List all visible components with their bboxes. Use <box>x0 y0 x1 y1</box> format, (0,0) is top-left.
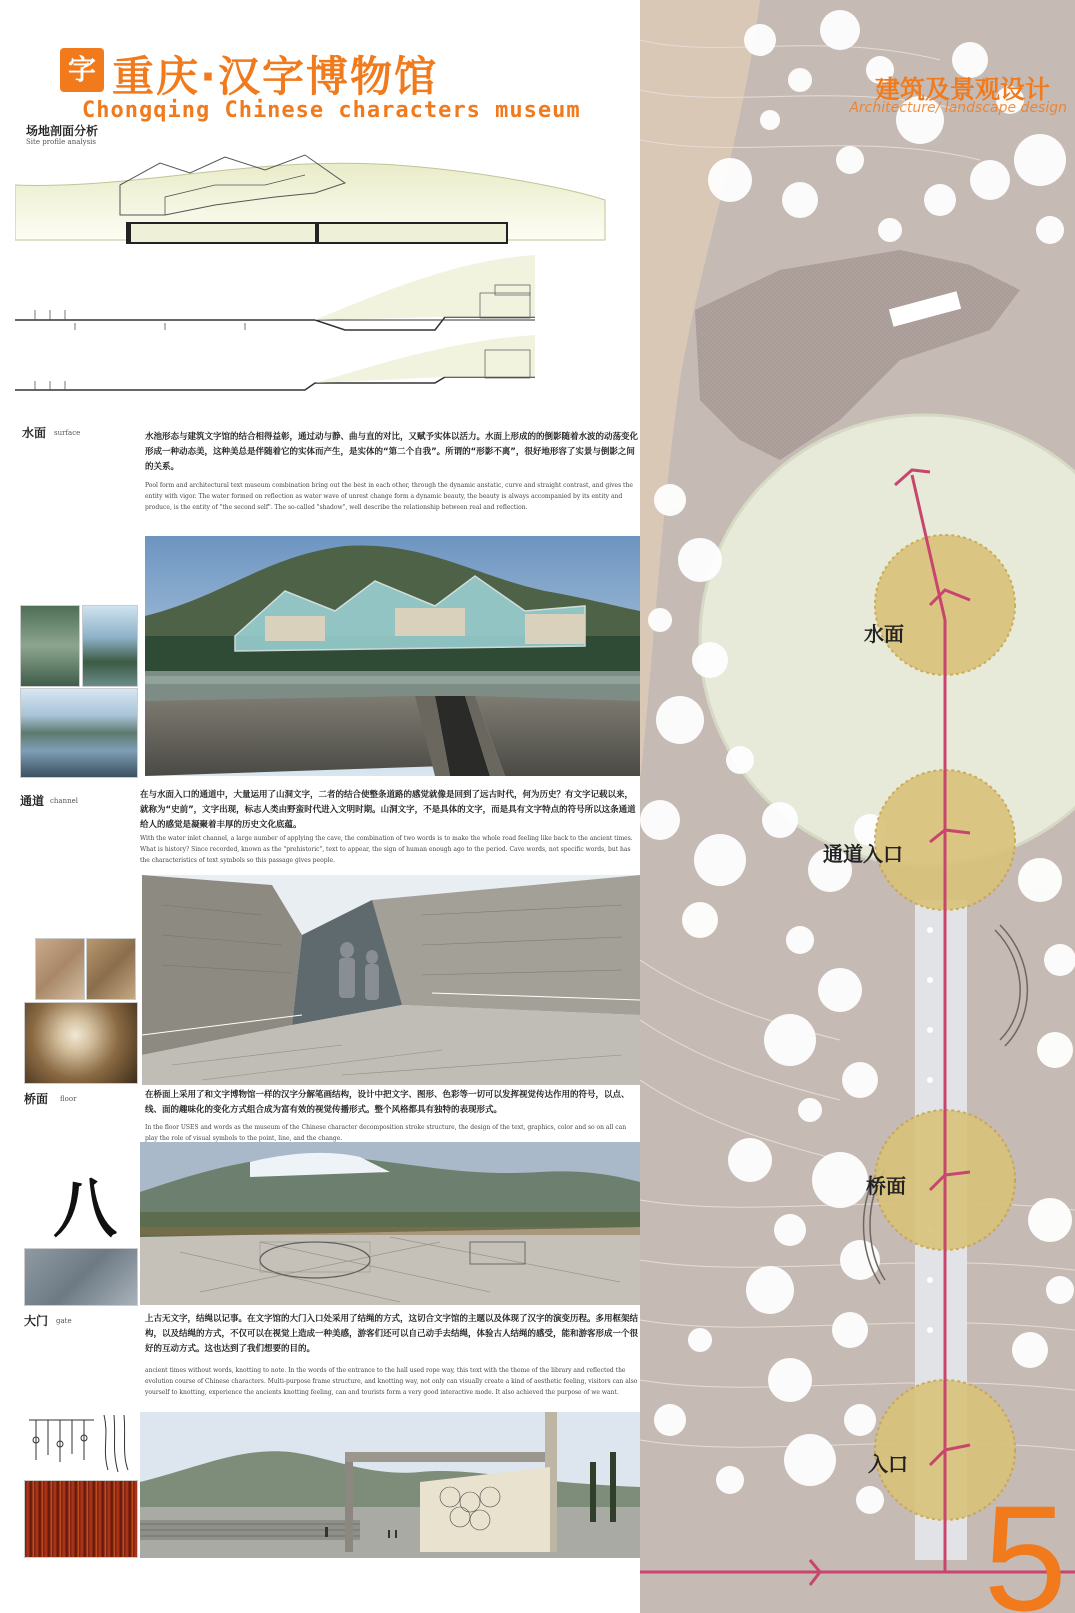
cave-photo-2 <box>86 938 136 1000</box>
node-label-entrance: 入口 <box>868 1452 908 1476</box>
section-text-cn-channel: 在与水面入口的通道中，大量运用了山洞文字，二者的结合使整条道路的感觉就像是回到了远古时代，何为历史？有文字记载以来，就称为“史前”，文字出现，标志人类由野蛮时代进入文明时期。山洞文字，不是具体的文字，而是具有文字特点的符号所以这条通道给人的感觉是凝聚着丰厚的历史文化底蕴。 <box>140 790 636 830</box>
page-title: 重庆·汉字博物馆 <box>112 52 438 101</box>
site-profile-drawings <box>15 145 625 410</box>
node-label-surface: 水面 <box>864 622 904 646</box>
section-text-en-surface: Pool form and architectural text museum combination bring out the best in each other, through the dynamic anstatic, curve and straight contrast, and gives the entity with vigor. The water formed on reflection as water wave of unrest change form a dynamic beauty, the beauty is always accompanied by its entity and produce, is the entity of "the second self". The so-called "shadow", well describe the relationship between real and reflection. <box>145 482 633 511</box>
section-label-gate: 大门 <box>24 1314 49 1328</box>
channel-render <box>142 875 640 1085</box>
section-text-cn-floor: 在桥面上采用了和文字博物馆一样的汉字分解笔画结构，设计中把文字、图形、色彩等一切可以发挥视觉传达作用的符号，以点、线、面的趣味化的变化方式组合成为富有效的视觉传播形式。整个风格都具有独特的表现形式。 <box>145 1090 630 1115</box>
section-sub-floor: floor <box>60 1095 77 1103</box>
cave-photo-1 <box>35 938 85 1000</box>
section-sub-surface: surface <box>54 429 81 437</box>
plan-title: 建筑及景观设计 <box>874 75 1050 104</box>
section-label-floor: 桥面 <box>24 1092 49 1106</box>
node-label-channel-entrance: 通道入口 <box>823 842 903 866</box>
floor-render <box>140 1142 640 1305</box>
section-sub-channel: channel <box>50 797 78 805</box>
section-text-en-channel: With the water inlet channel, a large number of applying the cave, the combination of two words is to make the whole road feeling like back to the ancient times. What is history? Since recorded, known as the "prehistoric", text to appear, the sign of human enough ago to the period. Cave words, not specific words, but has the characteristics of text symbols so this passage gives people. <box>140 835 633 864</box>
pictograph-photo <box>24 1248 138 1306</box>
water-photo-1 <box>20 605 80 687</box>
site-profile-label: 场地剖面分析 <box>26 124 99 138</box>
plan-title-english: Architecture/ landscape design <box>849 100 1067 116</box>
page-title-english: Chongqing Chinese characters museum <box>82 98 581 123</box>
museum-logo-icon: 字 <box>60 48 104 92</box>
section-label-channel: 通道 <box>20 794 45 808</box>
page-number: 5 <box>983 1474 1067 1613</box>
calligraphy-ba-icon: 八 <box>53 1172 117 1247</box>
gate-render <box>140 1412 640 1558</box>
knot-sketch <box>24 1410 136 1476</box>
node-label-floor: 桥面 <box>866 1174 906 1198</box>
cave-photo-3 <box>24 1002 138 1084</box>
section-text-en-floor: In the floor USES and words as the museum of the Chinese character decomposition stroke structure, the design of the text, graphics, color and so on all can play the role of visual symbols to the point, line, and the change. <box>145 1124 627 1142</box>
section-text-cn-gate: 上古无文字，结绳以记事。在文字馆的大门入口处采用了结绳的方式，这切合文字馆的主题以及体现了汉字的演变历程。多用框架结构，以及结绳的方式，不仅可以在视觉上造成一种美感，游客们还可以自己动手去结绳，体验古人结绳的感受，能和游客形成一个很好的互动方式。这也达到了我们想要的目的。 <box>145 1314 639 1354</box>
section-label-surface: 水面 <box>22 426 47 440</box>
water-photo-2 <box>82 605 138 687</box>
section-sub-gate: gate <box>56 1317 72 1325</box>
water-photo-3 <box>20 688 138 778</box>
knot-photo <box>24 1480 138 1558</box>
surface-render <box>145 536 640 776</box>
landscape-plan-panel <box>640 0 1075 1613</box>
section-text-en-gate: ancient times without words, knotting to note. In the words of the entrance to the hall used rope way, this text with the theme of the library and reflected the evolution course of Chinese characters. Multi-purpose frame structure, and knotting way, not only can visually create a kind of aesthetic feeling, visitors can also yourself to knotting, experience the ancients knotting feeling, can and tourists form a very good interactive mode. It also achieved the purpose of we want. <box>145 1367 638 1396</box>
section-text-cn-surface: 水池形态与建筑文字馆的结合相得益彰，通过动与静、曲与直的对比，又赋予实体以活力。水面上形成的的倒影随着水波的动荡变化形成一种动态美，这种美总是伴随着它的实体而产生，是实体的“第二个自我”。所谓的“形影不离”，很好地形容了实景与倒影之间的关系。 <box>145 432 639 472</box>
landscape-plan <box>640 0 1075 1613</box>
site-profile-sub: Site profile analysis <box>26 138 97 146</box>
